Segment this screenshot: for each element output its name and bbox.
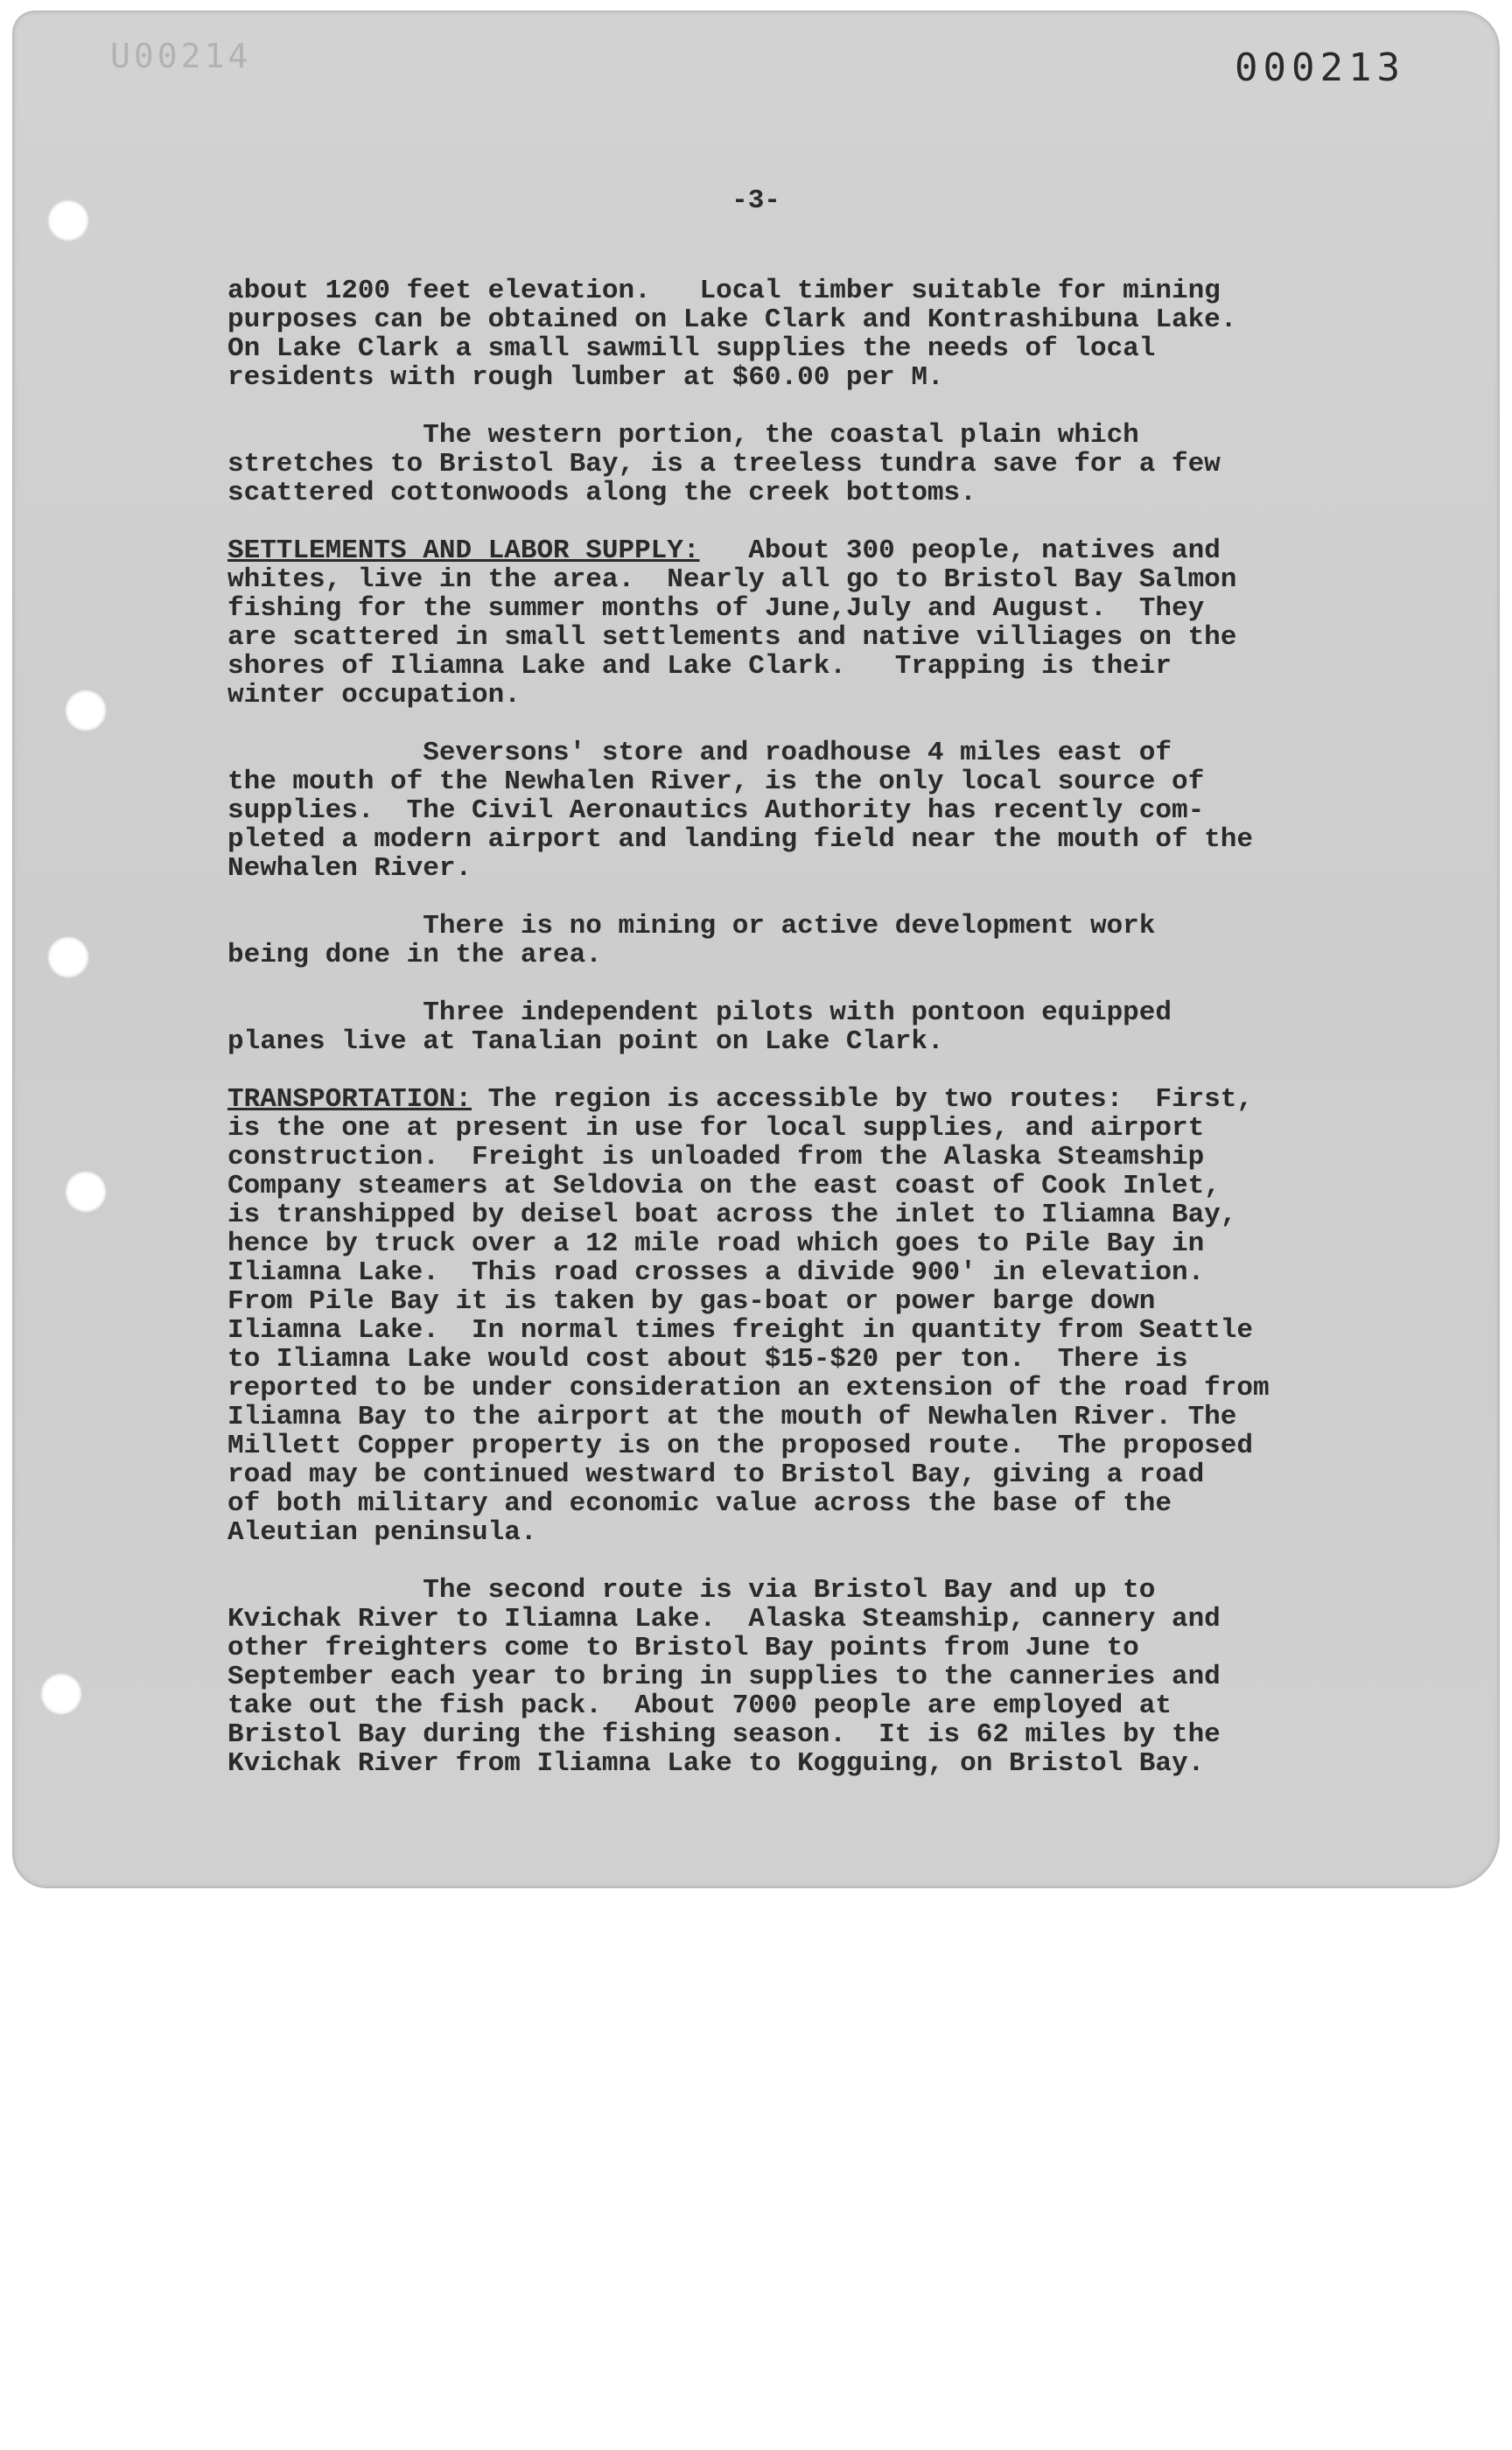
section-heading: SETTLEMENTS AND LABOR SUPPLY:	[228, 536, 700, 566]
text-line: From Pile Bay it is taken by gas-boat or power barge down	[228, 1286, 1156, 1317]
text-line: The western portion, the coastal plain which	[228, 420, 1139, 451]
document-page	[12, 10, 1500, 1888]
text-line: Company steamers at Seldovia on the east coast of Cook Inlet,	[228, 1171, 1221, 1201]
line-text: The region is accessible by two routes: First,	[472, 1084, 1253, 1115]
page-number: -3-	[732, 186, 780, 216]
text-line: winter occupation.	[228, 680, 521, 710]
text-line: Iliamna Lake. In normal times freight in quantity from Seattle	[228, 1315, 1253, 1346]
text-line: is the one at present in use for local supplies, and airport	[228, 1113, 1205, 1144]
text-line: to Iliamna Lake would cost about $15-$20 per ton. There is	[228, 1344, 1188, 1375]
paragraph	[228, 276, 1365, 392]
text-line: September each year to bring in supplies to the canneries and	[228, 1662, 1221, 1692]
punch-hole	[40, 1673, 82, 1715]
text-line: about 1200 feet elevation. Local timber suitable for mining	[228, 276, 1221, 306]
text-line: whites, live in the area. Nearly all go to Bristol Bay Salmon	[228, 564, 1237, 595]
punch-hole	[65, 1171, 107, 1213]
text-line: hence by truck over a 12 mile road which goes to Pile Bay in	[228, 1228, 1205, 1259]
text-line: fishing for the summer months of June,July and August. They	[228, 593, 1205, 624]
paragraph	[228, 998, 1365, 1056]
text-line: stretches to Bristol Bay, is a treeless tundra save for a few	[228, 449, 1221, 480]
paragraph	[228, 1085, 1365, 1547]
text-line: Aleutian peninsula.	[228, 1517, 537, 1548]
line-text: About 300 people, natives and	[699, 536, 1221, 566]
text-line: are scattered in small settlements and native villiages on the	[228, 622, 1237, 653]
body-text	[228, 276, 1365, 1807]
text-line: planes live at Tanalian point on Lake Clark.	[228, 1026, 944, 1057]
text-line: Iliamna Bay to the airport at the mouth of Newhalen River. The	[228, 1402, 1237, 1432]
text-line: Kvichak River to Iliamna Lake. Alaska Steamship, cannery and	[228, 1604, 1221, 1634]
section-heading: TRANSPORTATION:	[228, 1084, 472, 1115]
text-line: Seversons' store and roadhouse 4 miles east of	[228, 738, 1172, 768]
text-line: the mouth of the Newhalen River, is the only local source of	[228, 766, 1205, 797]
text-line: road may be continued westward to Bristol Bay, giving a road	[228, 1460, 1205, 1490]
text-line: purposes can be obtained on Lake Clark and Kontrashibuna Lake.	[228, 304, 1237, 335]
paragraph	[228, 536, 1365, 710]
paragraph	[228, 421, 1365, 508]
text-line: Three independent pilots with pontoon equipped	[228, 998, 1172, 1028]
text-line	[228, 536, 1365, 565]
paragraph	[228, 738, 1365, 883]
punch-hole	[47, 936, 89, 978]
text-line: On Lake Clark a small sawmill supplies the needs of local	[228, 333, 1156, 364]
text-line: There is no mining or active development work	[228, 911, 1156, 942]
text-line: reported to be under consideration an extension of the road from	[228, 1373, 1270, 1404]
text-line: Iliamna Lake. This road crosses a divide 900' in elevation.	[228, 1257, 1205, 1288]
text-line: supplies. The Civil Aeronautics Authority has recently com-	[228, 795, 1205, 826]
text-line: being done in the area.	[228, 940, 602, 970]
bleed-through-number: U00214	[110, 37, 252, 75]
text-line: construction. Freight is unloaded from the Alaska Steamship	[228, 1142, 1205, 1172]
text-line: of both military and economic value across the base of the	[228, 1488, 1172, 1519]
text-line: The second route is via Bristol Bay and up to	[228, 1575, 1156, 1606]
paragraph	[228, 1576, 1365, 1778]
text-line: pleted a modern airport and landing field near the mouth of the	[228, 824, 1253, 855]
text-line: take out the fish pack. About 7000 people are employed at	[228, 1690, 1172, 1721]
text-line: Millett Copper property is on the proposed route. The proposed	[228, 1431, 1253, 1461]
document-number: 000213	[1235, 46, 1405, 90]
text-line: is transhipped by deisel boat across the inlet to Iliamna Bay,	[228, 1200, 1237, 1230]
paragraph	[228, 912, 1365, 970]
text-line: Kvichak River from Iliamna Lake to Kogguing, on Bristol Bay.	[228, 1748, 1205, 1779]
text-line: shores of Iliamna Lake and Lake Clark. Trapping is their	[228, 651, 1172, 682]
text-line: residents with rough lumber at $60.00 per M.	[228, 362, 944, 393]
text-line: scattered cottonwoods along the creek bottoms.	[228, 478, 976, 508]
text-line: other freighters come to Bristol Bay points from June to	[228, 1633, 1139, 1663]
punch-hole	[65, 690, 107, 732]
text-line: Bristol Bay during the fishing season. It is 62 miles by the	[228, 1719, 1221, 1750]
text-line	[228, 1085, 1365, 1114]
text-line: Newhalen River.	[228, 853, 472, 884]
